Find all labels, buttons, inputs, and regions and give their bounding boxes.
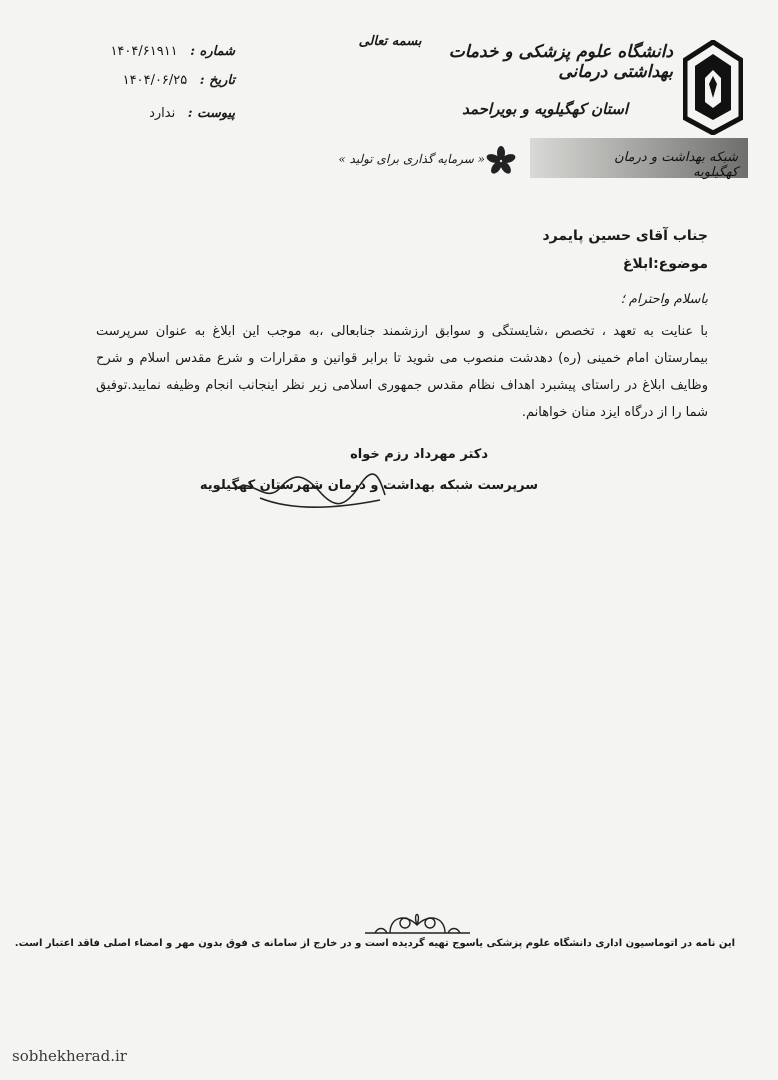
letter-attachment-value: ندارد xyxy=(149,106,176,121)
letter-attachment xyxy=(95,106,235,121)
letter-number xyxy=(95,44,235,59)
watermark: sobhekherad.ir xyxy=(12,1047,127,1065)
bismillah: بسمه تعالی xyxy=(358,34,422,49)
signatory-title: سرپرست شبکه بهداشت و درمان شهرستان کهگیلویه xyxy=(199,478,538,493)
footer-note: این نامه در اتوماسیون اداری دانشگاه علوم پزشکی یاسوج تهیه گردیده است و در خارج از سامانه ی فوق بدون مهر و امضاء اصلی فاقد اعتبار است. xyxy=(14,938,735,949)
university-name: دانشگاه علوم پزشکی و خدمات بهداشتی درمانی xyxy=(448,42,673,82)
letter-number-label: شماره : xyxy=(190,44,235,59)
handwritten-signature xyxy=(230,470,390,515)
network-name: شبکه بهداشت و درمان کهگیلویه xyxy=(614,150,738,180)
province-name: استان کهگیلویه و بویراحمد xyxy=(462,100,628,118)
flower-icon xyxy=(486,146,516,176)
letter-date-value: ۱۴۰۴/۰۶/۲۵ xyxy=(122,73,188,88)
letter-attachment-label: پیوست : xyxy=(187,106,235,121)
letter-body: با عنایت به تعهد ، تخصص ،شایستگی و سوابق ارزشمند جنابعالی ،به موجب این ابلاغ به عنوان سرپرست بیمارستان امام خمینی (ره) دهدشت منصوب می شوید تا برابر قوانین و مقرارات و شرع مقدس اسلام و شرح وظایف ابلاغ در راستای پیشبرد اهداف نظام مقدس جمهوری اسلامی زیر نظر اینجانب انجام وظیفه نمایید.توفیق شما را از درگاه ایزد منان خواهانم. xyxy=(96,324,708,420)
letter-number-value: ۱۴۰۴/۶۱۹۱۱ xyxy=(110,44,178,59)
recipient: جناب آقای حسین پایمرد xyxy=(542,228,708,244)
greeting: باسلام واحترام ؛ xyxy=(620,292,708,307)
letter-date xyxy=(95,73,235,88)
university-logo-icon xyxy=(683,40,743,135)
slogan: « سرمایه گذاری برای تولید » xyxy=(338,152,485,166)
subject: موضوع:ابلاغ xyxy=(622,256,708,272)
letter-date-label: تاریخ : xyxy=(199,73,235,88)
signatory-name: دکتر مهرداد رزم خواه xyxy=(350,447,488,462)
